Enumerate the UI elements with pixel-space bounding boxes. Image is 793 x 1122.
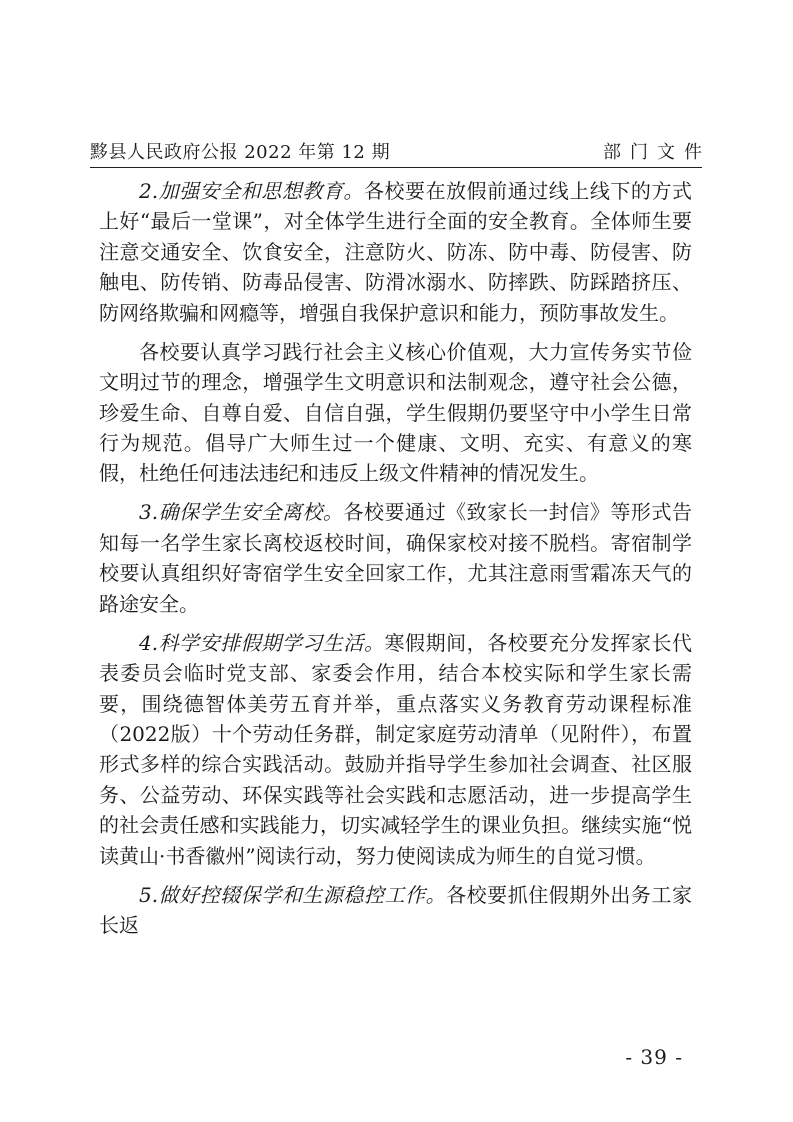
section-heading: 3.确保学生安全离校。: [139, 500, 344, 525]
paragraph-text: 寒假期间，各校要充分发挥家长代表委员会临时党支部、家委会作用，结合本校实际和学生家长需要，围绕德智体美劳五育并举，重点落实义务教育劳动课程标准（2022版）十个劳动任务群，制定家庭劳动清单（见附件），布置形式多样的综合实践活动。鼓励并指导学生参加社会调查、社区服务、公益劳动、环保实践等社会实践和志愿活动，进一步提高学生的社会责任感和实践能力，切实减轻学生的课业负担。继续实施“悦读黄山·书香徽州”阅读行动，努力使阅读成为师生的自觉习惯。: [99, 630, 693, 868]
document-body: [99, 176, 692, 941]
section-heading: 2.加强安全和思想教育。: [139, 179, 364, 203]
paragraph-2: [99, 176, 692, 328]
section-heading: 5.做好控辍保学和生源稳控工作。: [139, 882, 447, 907]
header-rule: [90, 167, 702, 168]
page-number: - 39 -: [625, 1045, 683, 1069]
paragraph-4: [99, 628, 692, 871]
section-heading: 4.科学安排假期学习生活。: [139, 630, 385, 655]
page-header: [90, 140, 711, 166]
paragraph-text: 各校要通过《致家长一封信》等形式告知每一名学生家长离校返校时间，确保家校对接不脱档。寄宿制学校要认真组织好寄宿学生安全回家工作，尤其注意雨雪霜冻天气的路途安全。: [99, 500, 692, 616]
gazette-title: 黟县人民政府公报 2022 年第 12 期: [90, 142, 391, 163]
paragraph-text: 各校要抓住假期外出务工家长返: [99, 882, 692, 938]
section-label: 部门文件: [603, 142, 711, 163]
paragraph-3: [99, 497, 692, 619]
paragraph-text: 各校要认真学习践行社会主义核心价值观，大力宣传务实节俭文明过节的理念，增强学生文明意识和法制观念，遵守社会公德，珍爱生命、自尊自爱、自信自强，学生假期仍要坚守中小学生日常行为规范。倡导广大师生过一个健康、文明、充实、有意义的寒假，杜绝任何违法违纪和违反上级文件精神的情况发生。: [99, 339, 692, 486]
paragraph-values: [99, 337, 692, 489]
paragraph-5: [99, 880, 692, 941]
paragraph-text: 各校要在放假前通过线上线下的方式上好“最后一堂课”，对全体学生进行全面的安全教育。全体师生要注意交通安全、饮食安全，注意防火、防冻、防中毒、防侵害、防触电、防传销、防毒品侵害、防滑冰溺水、防摔跌、防踩踏挤压、防网络欺骗和网瘾等，增强自我保护意识和能力，预防事故发生。: [99, 179, 692, 325]
